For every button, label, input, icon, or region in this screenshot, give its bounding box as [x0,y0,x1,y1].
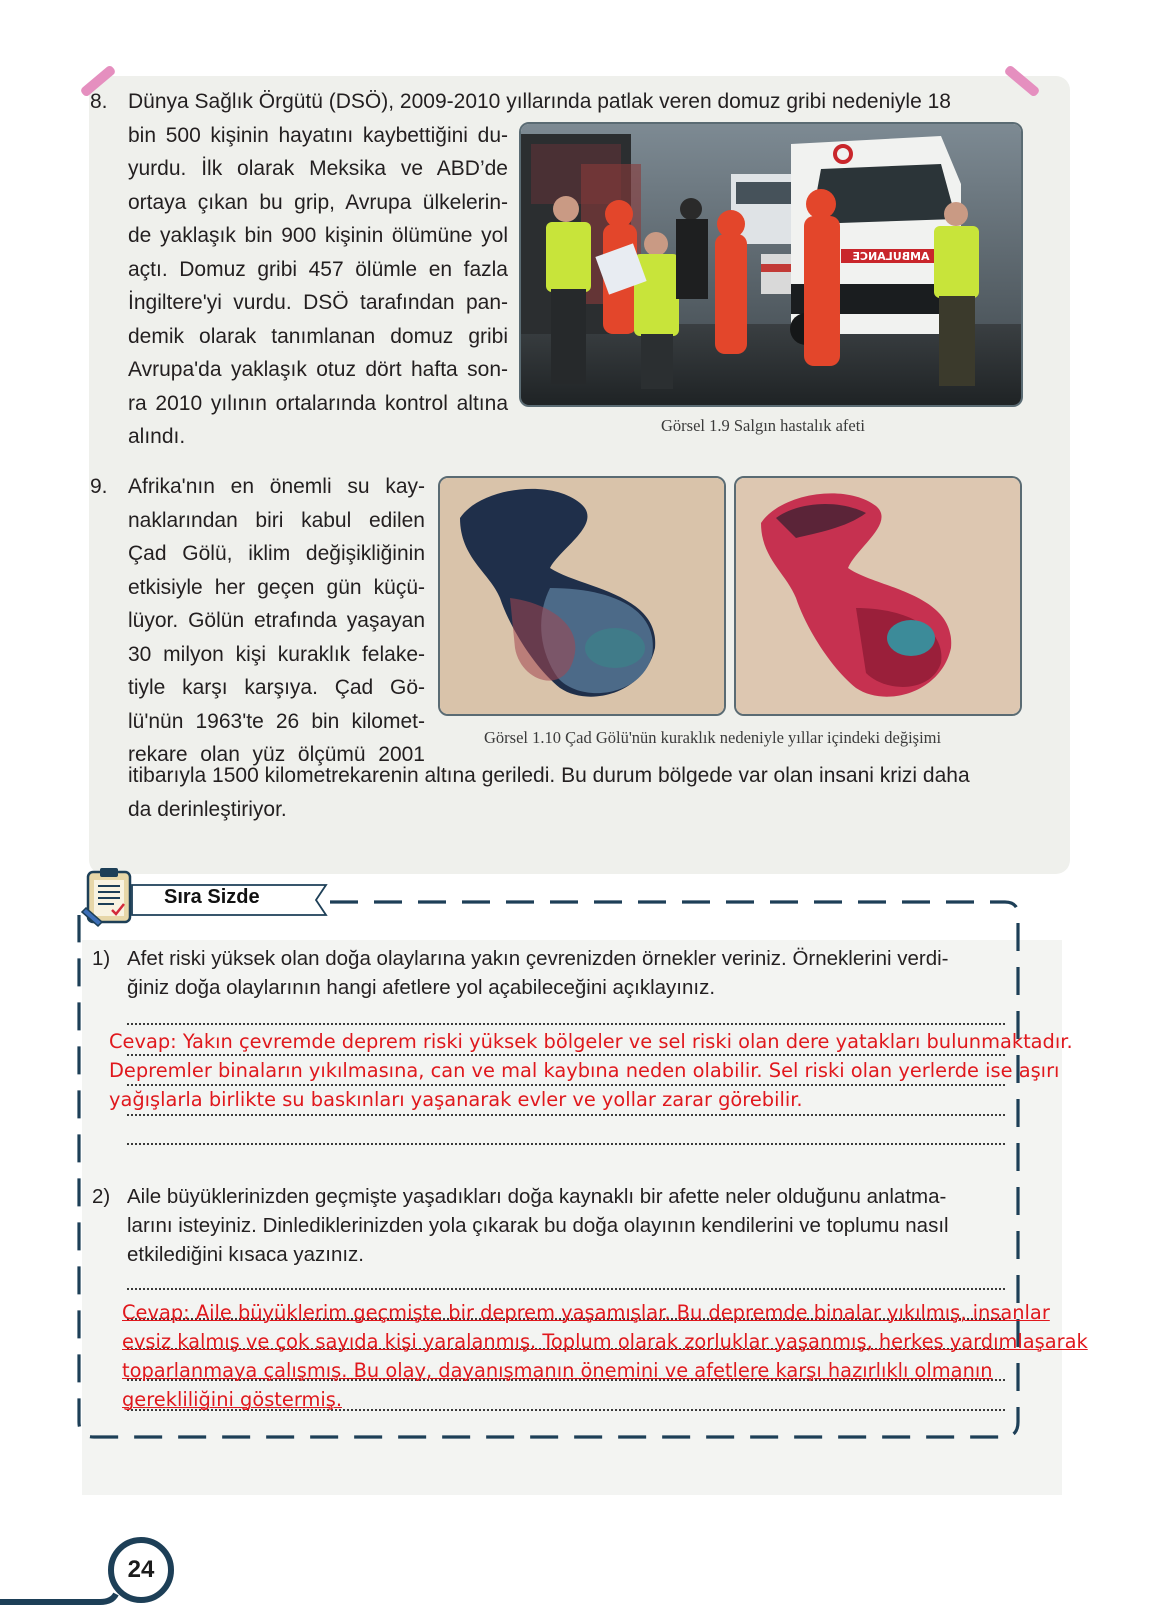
paragraph-line: açtı. Domuz gribi 457 ölümle en fazla [128,257,508,281]
question-line: ğiniz doğa olaylarının hangi afetlere yol açabileceğini açıklayınız. [127,976,716,999]
clipboard-pencil-icon [80,866,140,928]
paragraph-line: alındı. [128,425,186,448]
answer-line [127,1288,1005,1290]
paragraph-line: bin 500 kişinin hayatını kaybettiğini du- [128,123,508,147]
paragraph-line: itibarıyla 1500 kilometrekarenin altına geriledi. Bu durum bölgede var olan insani krizi daha [128,764,970,787]
answer-line-text: Cevap: Yakın çevremde deprem riski yüksek bölgeler ve sel riski olan dere yatakları bulunmaktadır. [109,1030,1073,1053]
answer-line-text: evsiz kalmış ve çok sayıda kişi yaralanmış. Toplum olarak zorluklar yaşanmış, herkes yardımlaşarak [122,1330,1088,1353]
page-number: 24 [108,1537,174,1603]
ambulance-label: AMBULANCE [852,250,930,263]
paragraph-line: Afrika'nın en önemli su kay- [128,475,425,498]
paragraph-line: yurdu. İlk olarak Meksika ve ABD’de [128,157,508,180]
question-line: Aile büyüklerinizden geçmişte yaşadıkları doğa kaynaklı bir afette neler olduğunu anlatma- [127,1185,947,1208]
paragraph-line: demik olarak tanımlanan domuz gribi [128,324,508,348]
paragraph-line: İngiltere'yi vurdu. DSÖ tarafından pan- [128,291,508,314]
answer-line-text: yağışlarla birlikte su baskınları yaşanarak evler ve yollar zarar görebilir. [109,1088,803,1111]
item-number: 8. [90,90,108,113]
paragraph-line: de yaklaşık bin 900 kişinin ölümüne yol [128,224,508,247]
figure-caption: Görsel 1.9 Salgın hastalık afeti [661,416,865,435]
answer-line-text: Depremler binaların yıkılmasına, can ve mal kaybına neden olabilir. Sel riski olan yerlerde ise aşırı [109,1059,1060,1082]
answer-line [127,1143,1005,1145]
answer-line [127,1114,1005,1116]
answer-line-text: toparlanmaya çalışmış. Bu olay, dayanışmanın önemini ve afetlere karşı hazırlıklı olmanın [122,1359,993,1382]
question-1 [127,944,1007,1002]
paragraph-line: tiyle karşı karşıya. Çad Gö- [128,676,425,699]
paragraph-line: 30 milyon kişi kuraklık felake- [128,642,425,666]
paragraph-line: rekare olan yüz ölçümü 2001 [128,743,425,766]
question-line: etkilediğini kısaca yazınız. [127,1243,365,1266]
paragraph-line: lüyor. Gölün etrafında yaşayan [128,609,425,632]
question-line: larını isteyiniz. Dinlediklerinizden yola çıkarak bu doğa olayının kendilerini ve toplumu nasıl [127,1214,949,1237]
figure-caption: Görsel 1.10 Çad Gölü'nün kuraklık nedeniyle yıllar içindeki değişimi [484,728,942,747]
paragraph-line: da derinleştiriyor. [128,797,287,821]
question-number: 2) [92,1185,111,1208]
paragraph-line: etkisiyle her geçen gün küçü- [128,575,425,599]
paragraph-line: ra 2010 yılının ortalarında kontrol altına [128,391,508,415]
paragraph-line: ortaya çıkan bu grip, Avrupa ülkelerin- [128,190,508,214]
task-title: Sıra Sizde [164,886,260,908]
question-number: 1) [92,947,111,970]
question-2 [127,1182,1007,1269]
paragraph-line: naklarından biri kabul edilen [128,508,425,532]
answer-1 [109,1027,1073,1114]
answer-line-text: gerekliliğini göstermiş. [122,1388,343,1411]
question-line: Afet riski yüksek olan doğa olaylarına yakın çevrenizden örnekler veriniz. Örneklerini verdi- [127,947,949,970]
paragraph-line: lü'nün 1963'te 26 bin kilomet- [128,709,425,733]
paragraph-line: Dünya Sağlık Örgütü (DSÖ), 2009-2010 yıllarında patlak veren domuz gribi nedeniyle 18 [128,90,951,113]
answer-2 [122,1298,1088,1414]
paragraph-line: Çad Gölü, iklim değişikliğinin [128,542,425,565]
paragraph-line: Avrupa'da yaklaşık otuz dört hafta son- [128,358,508,381]
answer-line [127,1023,1005,1025]
item-number: 9. [90,475,108,498]
answer-line-text: Cevap: Aile büyüklerim geçmişte bir deprem yaşamışlar. Bu depremde binalar yıkılmış, insanlar [122,1301,1050,1324]
